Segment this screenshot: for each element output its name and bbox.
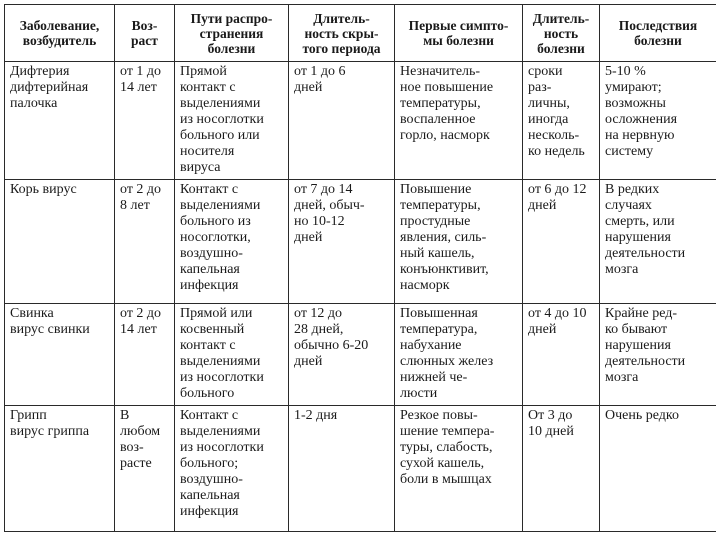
cell-age: от 1 до 14 лет [115, 62, 175, 180]
cell-duration: от 4 до 10 дней [523, 304, 600, 406]
cell-transmission: Контакт с выделениями из носоглотки больного; воздушно- капельная инфекция [175, 406, 289, 532]
cell-transmission: Контакт с выделениями больного из носоглотки, воздушно- капельная инфекция [175, 180, 289, 304]
cell-duration: от 6 до 12 дней [523, 180, 600, 304]
cell-disease: Свинка вирус свинки [5, 304, 115, 406]
table-row-mumps [5, 304, 717, 406]
cell-incubation: от 1 до 6 дней [289, 62, 395, 180]
cell-consequences: 5-10 % умирают; возможны осложнения на нервную систему [600, 62, 717, 180]
cell-age: В любом воз- расте [115, 406, 175, 532]
cell-consequences: В редких случаях смерть, или нарушения деятельности мозга [600, 180, 717, 304]
document-page [4, 4, 716, 540]
table-row-measles [5, 180, 717, 304]
cell-disease: Грипп вирус гриппа [5, 406, 115, 532]
header-consequences: Последствия болезни [600, 5, 717, 62]
cell-symptoms: Повышенная температура, набухание слюнных желез нижней че- люсти [395, 304, 523, 406]
cell-transmission: Прямой или косвенный контакт с выделениями из носоглотки больного [175, 304, 289, 406]
cell-symptoms: Резкое повы- шение темпера- туры, слабость, сухой кашель, боли в мышцах [395, 406, 523, 532]
cell-disease: Корь вирус [5, 180, 115, 304]
cell-incubation: от 12 до 28 дней, обычно 6-20 дней [289, 304, 395, 406]
cell-symptoms: Незначитель- ное повышение температуры, воспаленное горло, насморк [395, 62, 523, 180]
header-duration: Длитель- ность болезни [523, 5, 600, 62]
diseases-table [4, 4, 716, 532]
cell-age: от 2 до 8 лет [115, 180, 175, 304]
cell-incubation: от 7 до 14 дней, обыч- но 10-12 дней [289, 180, 395, 304]
header-disease: Заболевание, возбудитель [5, 5, 115, 62]
table-row-flu [5, 406, 717, 532]
table-row-diphtheria [5, 62, 717, 180]
header-row [5, 5, 717, 62]
header-symptoms: Первые симпто- мы болезни [395, 5, 523, 62]
cell-age: от 2 до 14 лет [115, 304, 175, 406]
cell-duration: От 3 до 10 дней [523, 406, 600, 532]
header-incubation: Длитель- ность скры- того периода [289, 5, 395, 62]
cell-consequences: Крайне ред- ко бывают нарушения деятельности мозга [600, 304, 717, 406]
cell-incubation: 1-2 дня [289, 406, 395, 532]
header-transmission: Пути распро- странения болезни [175, 5, 289, 62]
cell-symptoms: Повышение температуры, простудные явления, силь- ный кашель, конъюнктивит, насморк [395, 180, 523, 304]
cell-consequences: Очень редко [600, 406, 717, 532]
cell-transmission: Прямой контакт с выделениями из носоглотки больного или носителя вируса [175, 62, 289, 180]
header-age: Воз- раст [115, 5, 175, 62]
cell-disease: Дифтерия дифтерийная палочка [5, 62, 115, 180]
cell-duration: сроки раз- личны, иногда несколь- ко недель [523, 62, 600, 180]
